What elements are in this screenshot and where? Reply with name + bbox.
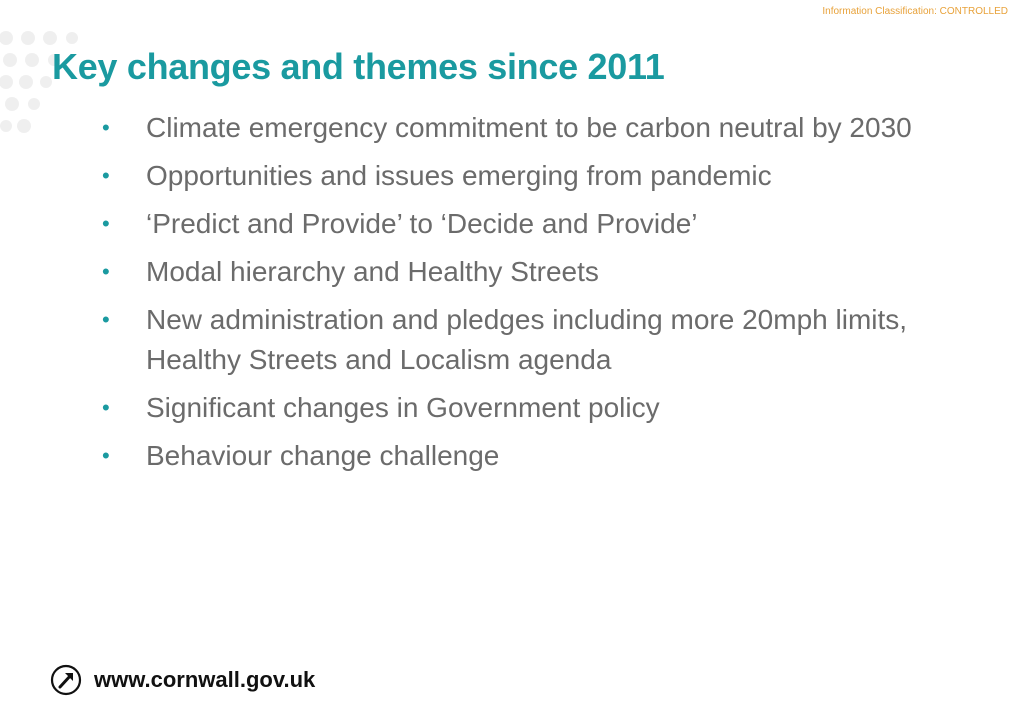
- classification-label: Information Classification: CONTROLLED: [822, 6, 1008, 17]
- bullet-text: Opportunities and issues emerging from pandemic: [146, 160, 772, 191]
- bullet-marker: •: [102, 443, 110, 468]
- bullet-item: [100, 156, 960, 196]
- bullet-text: Significant changes in Government policy: [146, 392, 660, 423]
- bullet-item: [100, 252, 960, 292]
- website-link[interactable]: www.cornwall.gov.uk: [94, 667, 316, 692]
- bullet-marker: •: [102, 211, 110, 236]
- slide-title: Key changes and themes since 2011: [52, 46, 665, 87]
- bullet-marker: •: [102, 395, 110, 420]
- bullet-text: ‘Predict and Provide’ to ‘Decide and Provide’: [146, 208, 698, 239]
- bullet-item: [100, 108, 960, 148]
- bullet-text: New administration and pledges including more 20mph limits, Healthy Streets and Localism agenda: [146, 304, 908, 375]
- bullet-marker: •: [102, 115, 110, 140]
- bullet-item: [100, 388, 960, 428]
- bullet-item: [100, 436, 960, 476]
- bullet-text: Behaviour change challenge: [146, 440, 500, 471]
- compass-arrow-icon: [50, 664, 82, 696]
- bullet-marker: •: [102, 163, 110, 188]
- bullet-text: Climate emergency commitment to be carbon neutral by 2030: [146, 112, 912, 143]
- bullet-item: [100, 300, 960, 380]
- bullet-text: Modal hierarchy and Healthy Streets: [146, 256, 599, 287]
- bullet-marker: •: [102, 307, 110, 332]
- bullet-list: [100, 108, 960, 484]
- bullet-marker: •: [102, 259, 110, 284]
- footer: [50, 664, 315, 696]
- bullet-item: [100, 204, 960, 244]
